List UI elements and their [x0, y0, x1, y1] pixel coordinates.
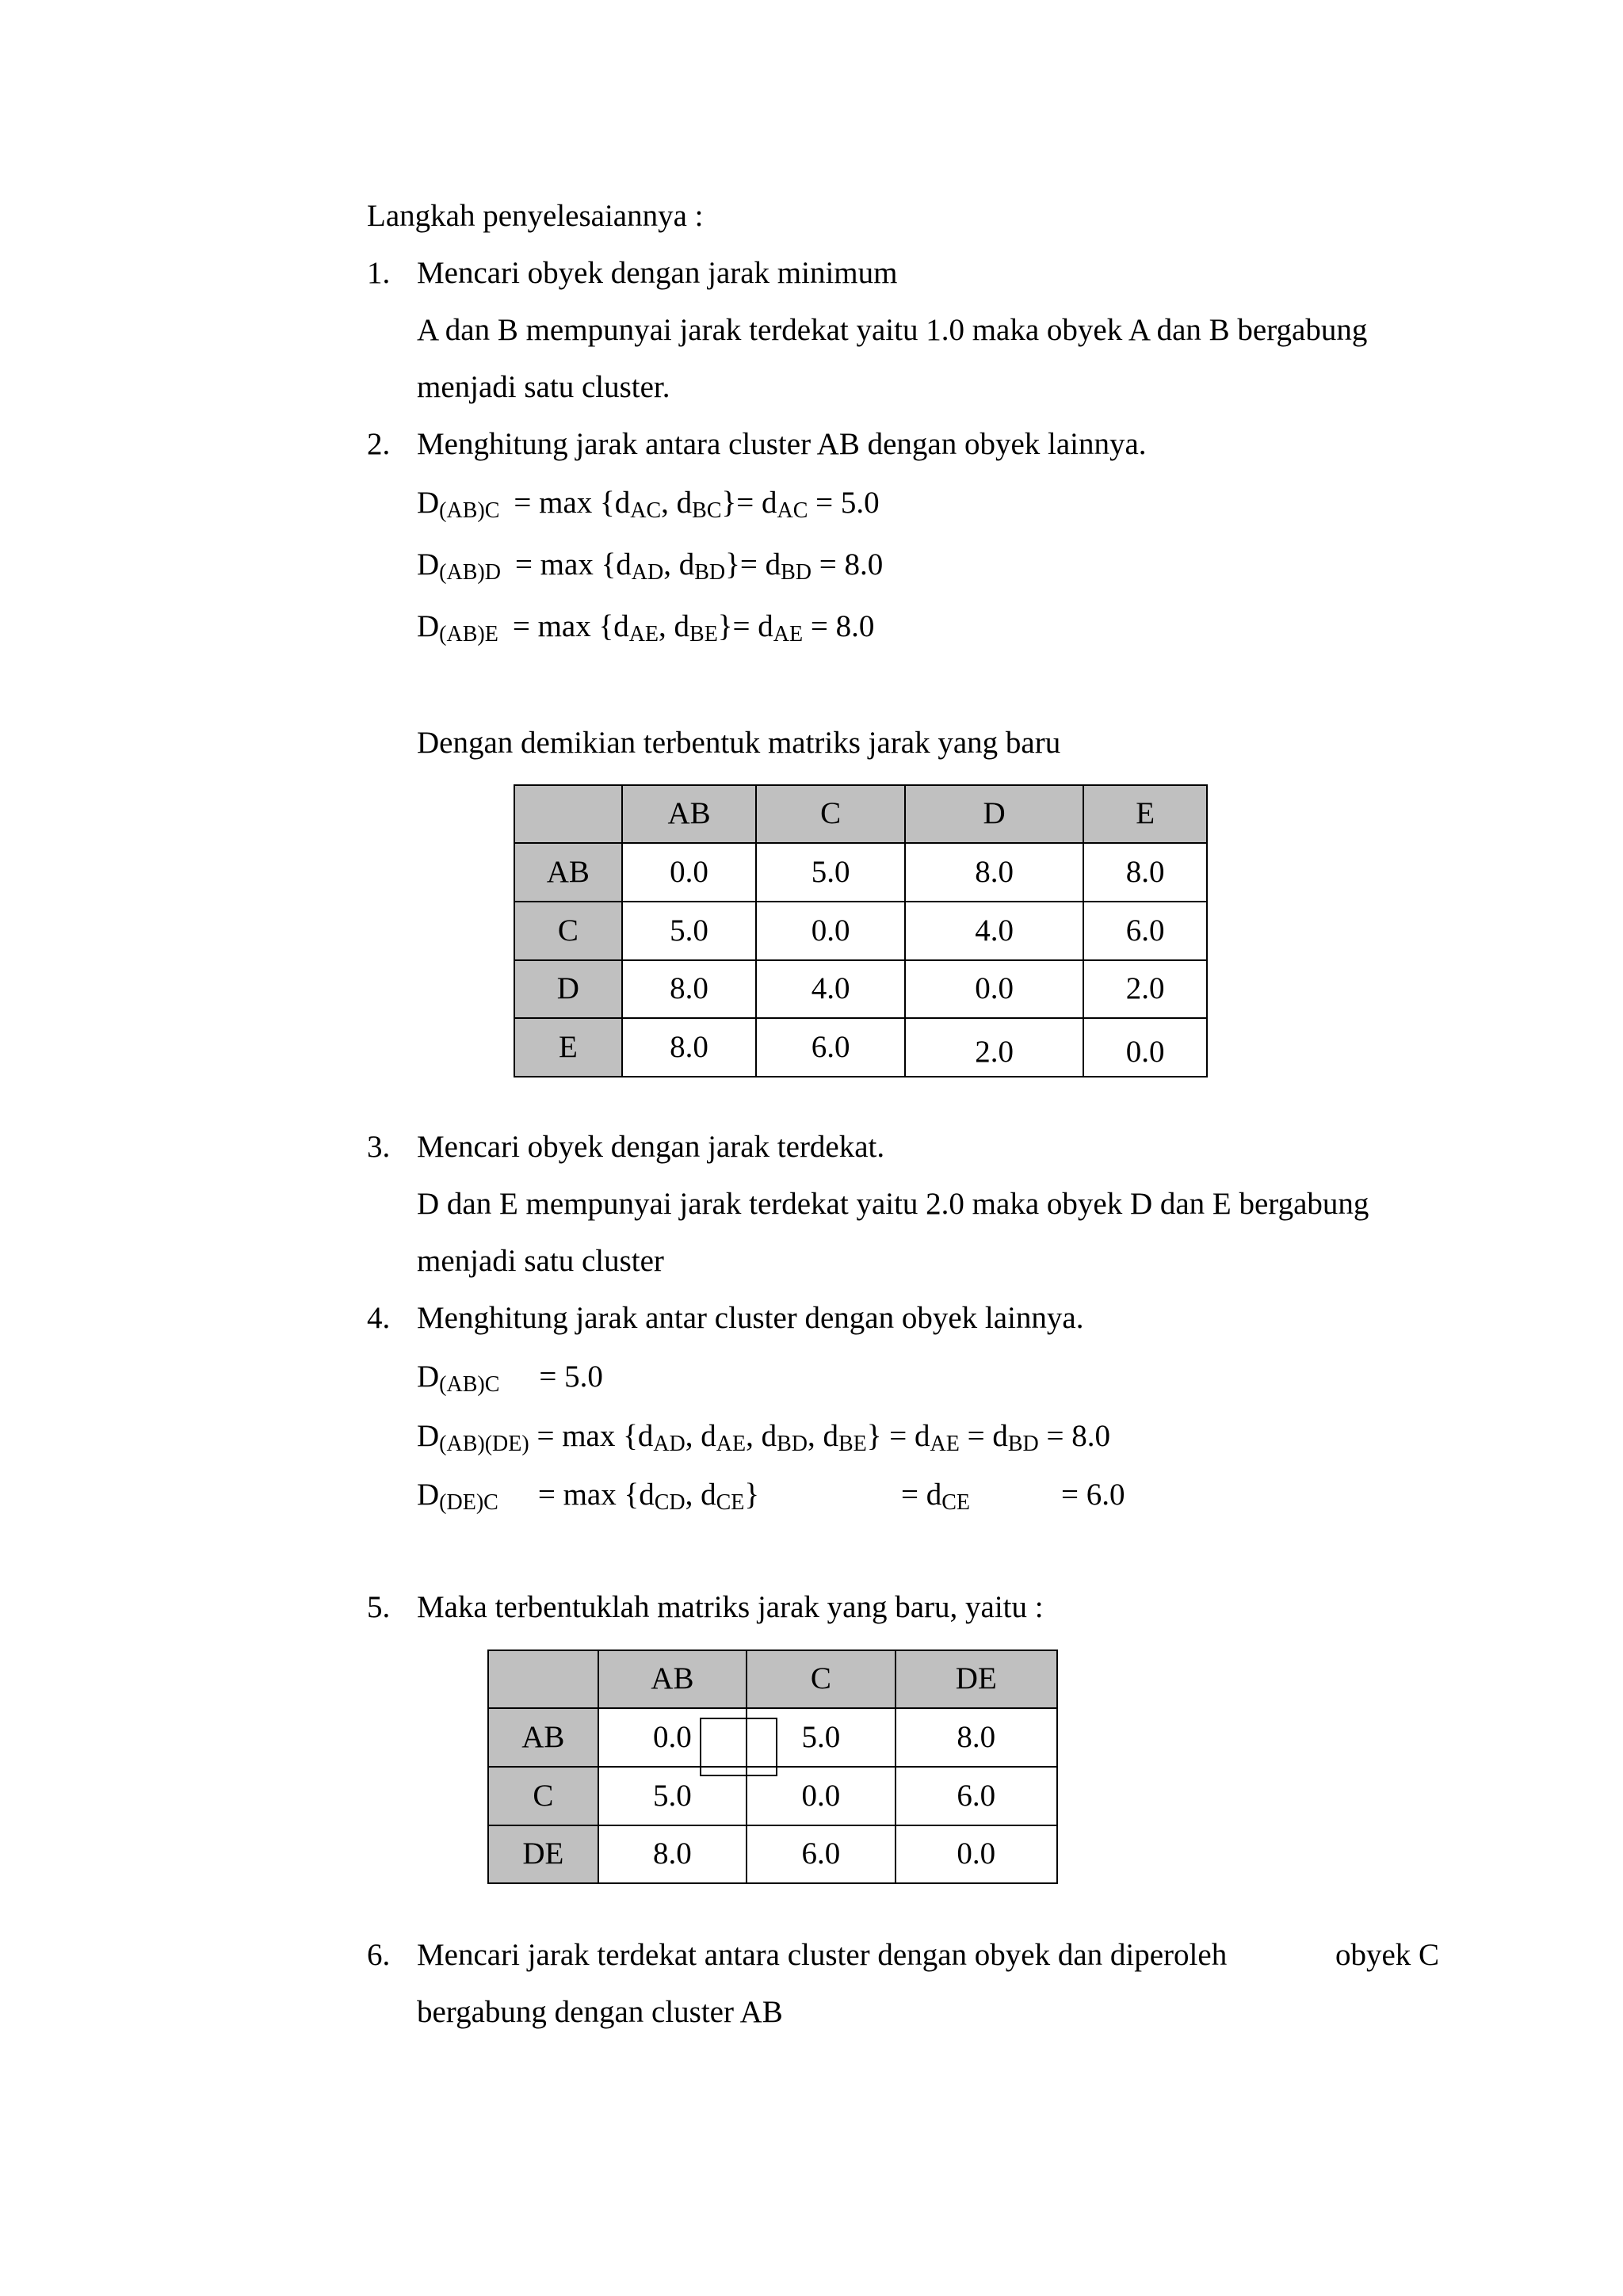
- header-cell: DE: [896, 1650, 1057, 1708]
- table-cell: 4.0: [756, 960, 905, 1018]
- row-header-cell: D: [514, 960, 622, 1018]
- table-cell: 5.0: [747, 1708, 895, 1767]
- table-row: [514, 843, 1207, 902]
- step-number: 2.: [367, 427, 391, 461]
- step-title: Menghitung jarak antar cluster dengan obyek lainnya.: [417, 1301, 1084, 1335]
- step-number: 1.: [367, 256, 391, 290]
- table-cell: 8.0: [896, 1708, 1057, 1767]
- formula-de-c-result: = 6.0: [1061, 1478, 1125, 1512]
- step-title: Menghitung jarak antara cluster AB dengan obyek lainnya.: [417, 427, 1147, 461]
- table-cell: 5.0: [756, 843, 905, 902]
- distance-matrix-1: [514, 784, 1208, 1077]
- table-cell: 8.0: [905, 843, 1083, 902]
- intro-text: Langkah penyelesaiannya :: [367, 199, 704, 233]
- header-cell: D: [905, 785, 1083, 843]
- header-cell: AB: [598, 1650, 747, 1708]
- table-cell: 0.0: [747, 1767, 895, 1825]
- formula-ab-c: $D_{(AB)C} = \max \{d_{AC}$, $d_{BC}\}= d_{AC} = 5.0$: [417, 486, 880, 523]
- matrix-intro-text: Dengan demikian terbentuk matriks jarak yang baru: [417, 726, 1061, 760]
- row-header-cell: DE: [488, 1825, 598, 1883]
- header-cell: [488, 1650, 598, 1708]
- formula-de-c-mid: = $d_{CE}$: [901, 1478, 971, 1515]
- table-cell: 0.0: [756, 902, 905, 960]
- table-cell: 0.0: [905, 960, 1083, 1018]
- step-title-end: obyek C: [1335, 1938, 1440, 1972]
- table-cell: 0.0: [1083, 1018, 1207, 1077]
- step-title: Mencari obyek dengan jarak terdekat.: [417, 1130, 885, 1164]
- formula-ab-e: $D_{(AB)E} = \max \{d_{AE}$, $d_{BE}\}= d_{AE} = 8.0$: [417, 609, 875, 646]
- row-header-cell: AB: [488, 1708, 598, 1767]
- overlay-rectangle: [700, 1718, 777, 1776]
- row-header-cell: AB: [514, 843, 622, 902]
- header-cell: E: [1083, 785, 1207, 843]
- table-cell: 2.0: [1083, 960, 1207, 1018]
- table-cell: 6.0: [747, 1825, 895, 1883]
- formula-de-c: $D_{(DE)C} = \max \{d_{CD}$, $d_{CE}$}: [417, 1478, 760, 1515]
- row-header-cell: C: [514, 902, 622, 960]
- formula-ab-d: $D_{(AB)D} = \max \{d_{AD}$, $d_{BD}\}= d_{BD} = 8.0$: [417, 547, 884, 585]
- step-number: 6.: [367, 1938, 391, 1972]
- step-3-body-line2: menjadi satu cluster: [417, 1244, 664, 1278]
- table-cell: 5.0: [622, 902, 757, 960]
- table-cell: 0.0: [896, 1825, 1057, 1883]
- table-header-row: [514, 785, 1207, 843]
- table-cell: 0.0: [598, 1708, 747, 1767]
- table-cell: 2.0: [905, 1018, 1083, 1077]
- step-title: Mencari obyek dengan jarak minimum: [417, 256, 898, 290]
- table-cell: 8.0: [1083, 843, 1207, 902]
- table-row: [514, 960, 1207, 1018]
- table-row: [514, 902, 1207, 960]
- header-cell: C: [756, 785, 905, 843]
- step-number: 3.: [367, 1130, 391, 1164]
- step-1-body-line1: A dan B mempunyai jarak terdekat yaitu 1.0 maka obyek A dan B bergabung: [417, 313, 1368, 347]
- table-cell: 6.0: [896, 1767, 1057, 1825]
- table-cell: 4.0: [905, 902, 1083, 960]
- table-cell: 6.0: [756, 1018, 905, 1077]
- step-1-body-line2: menjadi satu cluster.: [417, 370, 670, 404]
- table-cell: 6.0: [1083, 902, 1207, 960]
- table-cell: 8.0: [622, 1018, 757, 1077]
- table-row: [488, 1825, 1057, 1883]
- table-cell: 0.0: [622, 843, 757, 902]
- table-cell: 8.0: [598, 1825, 747, 1883]
- step-title: Mencari jarak terdekat antara cluster dengan obyek dan diperoleh: [417, 1938, 1228, 1972]
- header-cell: AB: [622, 785, 757, 843]
- table-cell: 5.0: [598, 1767, 747, 1825]
- step-3-body-line1: D dan E mempunyai jarak terdekat yaitu 2.0 maka obyek D dan E bergabung: [417, 1187, 1369, 1221]
- table-cell: 8.0: [622, 960, 757, 1018]
- header-cell: C: [747, 1650, 895, 1708]
- row-header-cell: C: [488, 1767, 598, 1825]
- header-cell: [514, 785, 622, 843]
- step-6-body-line2: bergabung dengan cluster AB: [417, 1995, 783, 2029]
- formula-ab-c-2: $D_{(AB)C} = 5.0$: [417, 1360, 603, 1397]
- step-title: Maka terbentuklah matriks jarak yang baru, yaitu :: [417, 1590, 1044, 1624]
- table-row: [514, 1018, 1207, 1077]
- step-number: 5.: [367, 1590, 391, 1624]
- formula-ab-de: $D_{(AB)(DE)} = \max \{d_{AD}$, $d_{AE}$, $d_{BD}$, $d_{BE}\} = d_{AE} = d_{BD} = 8.0$: [417, 1419, 1110, 1456]
- table-header-row: [488, 1650, 1057, 1708]
- row-header-cell: E: [514, 1018, 622, 1077]
- step-number: 4.: [367, 1301, 391, 1335]
